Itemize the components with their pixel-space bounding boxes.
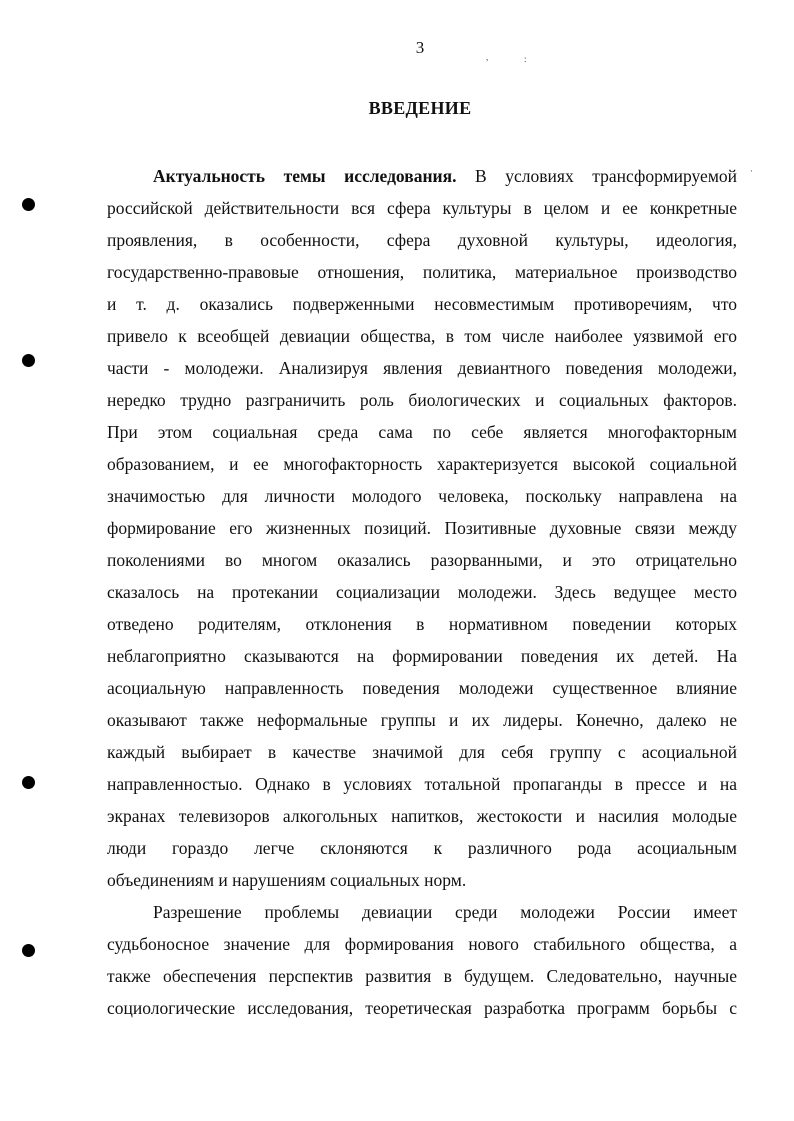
text-line: части - молодежи. Анализируя явления девиантного поведения молодежи, <box>107 358 737 378</box>
text-line: отведено родителям, отклонения в нормативном поведении которых <box>107 614 737 634</box>
text-line: сказалось на протекании социализации молодежи. Здесь ведущее место <box>107 582 737 602</box>
text-line: российской действительности вся сфера культуры в целом и ее конкретные <box>107 198 737 218</box>
binder-hole <box>22 198 35 211</box>
text-line: оказывают также неформальные группы и их лидеры. Конечно, далеко не <box>107 710 737 730</box>
text-line: и т. д. оказались подверженными несовместимым противоречиям, что <box>107 294 737 314</box>
text-line: поколениями во многом оказались разорванными, и это отрицательно <box>107 550 737 570</box>
text-line: государственно-правовые отношения, политика, материальное производство <box>107 262 737 282</box>
text-line: Разрешение проблемы девиации среди молодежи России имеет <box>153 902 737 922</box>
text-line: значимостью для личности молодого человека, поскольку направлена на <box>107 486 737 506</box>
text-line: направленностыо. Однако в условиях тотальной пропаганды в прессе и на <box>107 774 737 794</box>
binder-hole <box>22 776 35 789</box>
text-line: также обеспечения перспектив развития в будущем. Следовательно, научные <box>107 966 737 986</box>
text-line: нередко трудно разграничить роль биологических и социальных факторов. <box>107 390 737 410</box>
text-line: При этом социальная среда сама по себе является многофакторным <box>107 422 737 442</box>
text-line: проявления, в особенности, сфера духовной культуры, идеология, <box>107 230 737 250</box>
text-line: люди гораздо легче склоняются к различного рода асоциальным <box>107 838 737 858</box>
binder-hole <box>22 944 35 957</box>
binder-hole <box>22 354 35 367</box>
text-line: асоциальную направленность поведения молодежи существенное влияние <box>107 678 737 698</box>
scan-speck: · <box>750 166 753 176</box>
text-line: привело к всеобщей девиации общества, в том числе наиболее уязвимой его <box>107 326 737 346</box>
page-number: 3 <box>415 38 425 57</box>
text-line: судьбоносное значение для формирования нового стабильного общества, а <box>107 934 737 954</box>
section-title: ВВЕДЕНИЕ <box>368 98 472 118</box>
text-line: объединениям и нарушениям социальных норм. <box>107 870 467 890</box>
paragraph-1-line-1: Актуальность темы исследования. В условиях трансформируемой <box>153 166 737 186</box>
scan-speck: , <box>486 52 489 62</box>
text-line: каждый выбирает в качестве значимой для себя группу с асоциальной <box>107 742 737 762</box>
text-line: экранах телевизоров алкогольных напитков, жестокости и насилия молодые <box>107 806 737 826</box>
scan-speck: : <box>524 54 527 64</box>
text-line: формирование его жизненных позиций. Позитивные духовные связи между <box>107 518 737 538</box>
paragraph-heading: Актуальность темы исследования. <box>153 166 457 186</box>
text-line: социологические исследования, теоретическая разработка программ борьбы с <box>107 998 737 1018</box>
text-line: образованием, и ее многофакторность характеризуется высокой социальной <box>107 454 737 474</box>
text-line: неблагоприятно сказываются на формировании поведения их детей. На <box>107 646 737 666</box>
